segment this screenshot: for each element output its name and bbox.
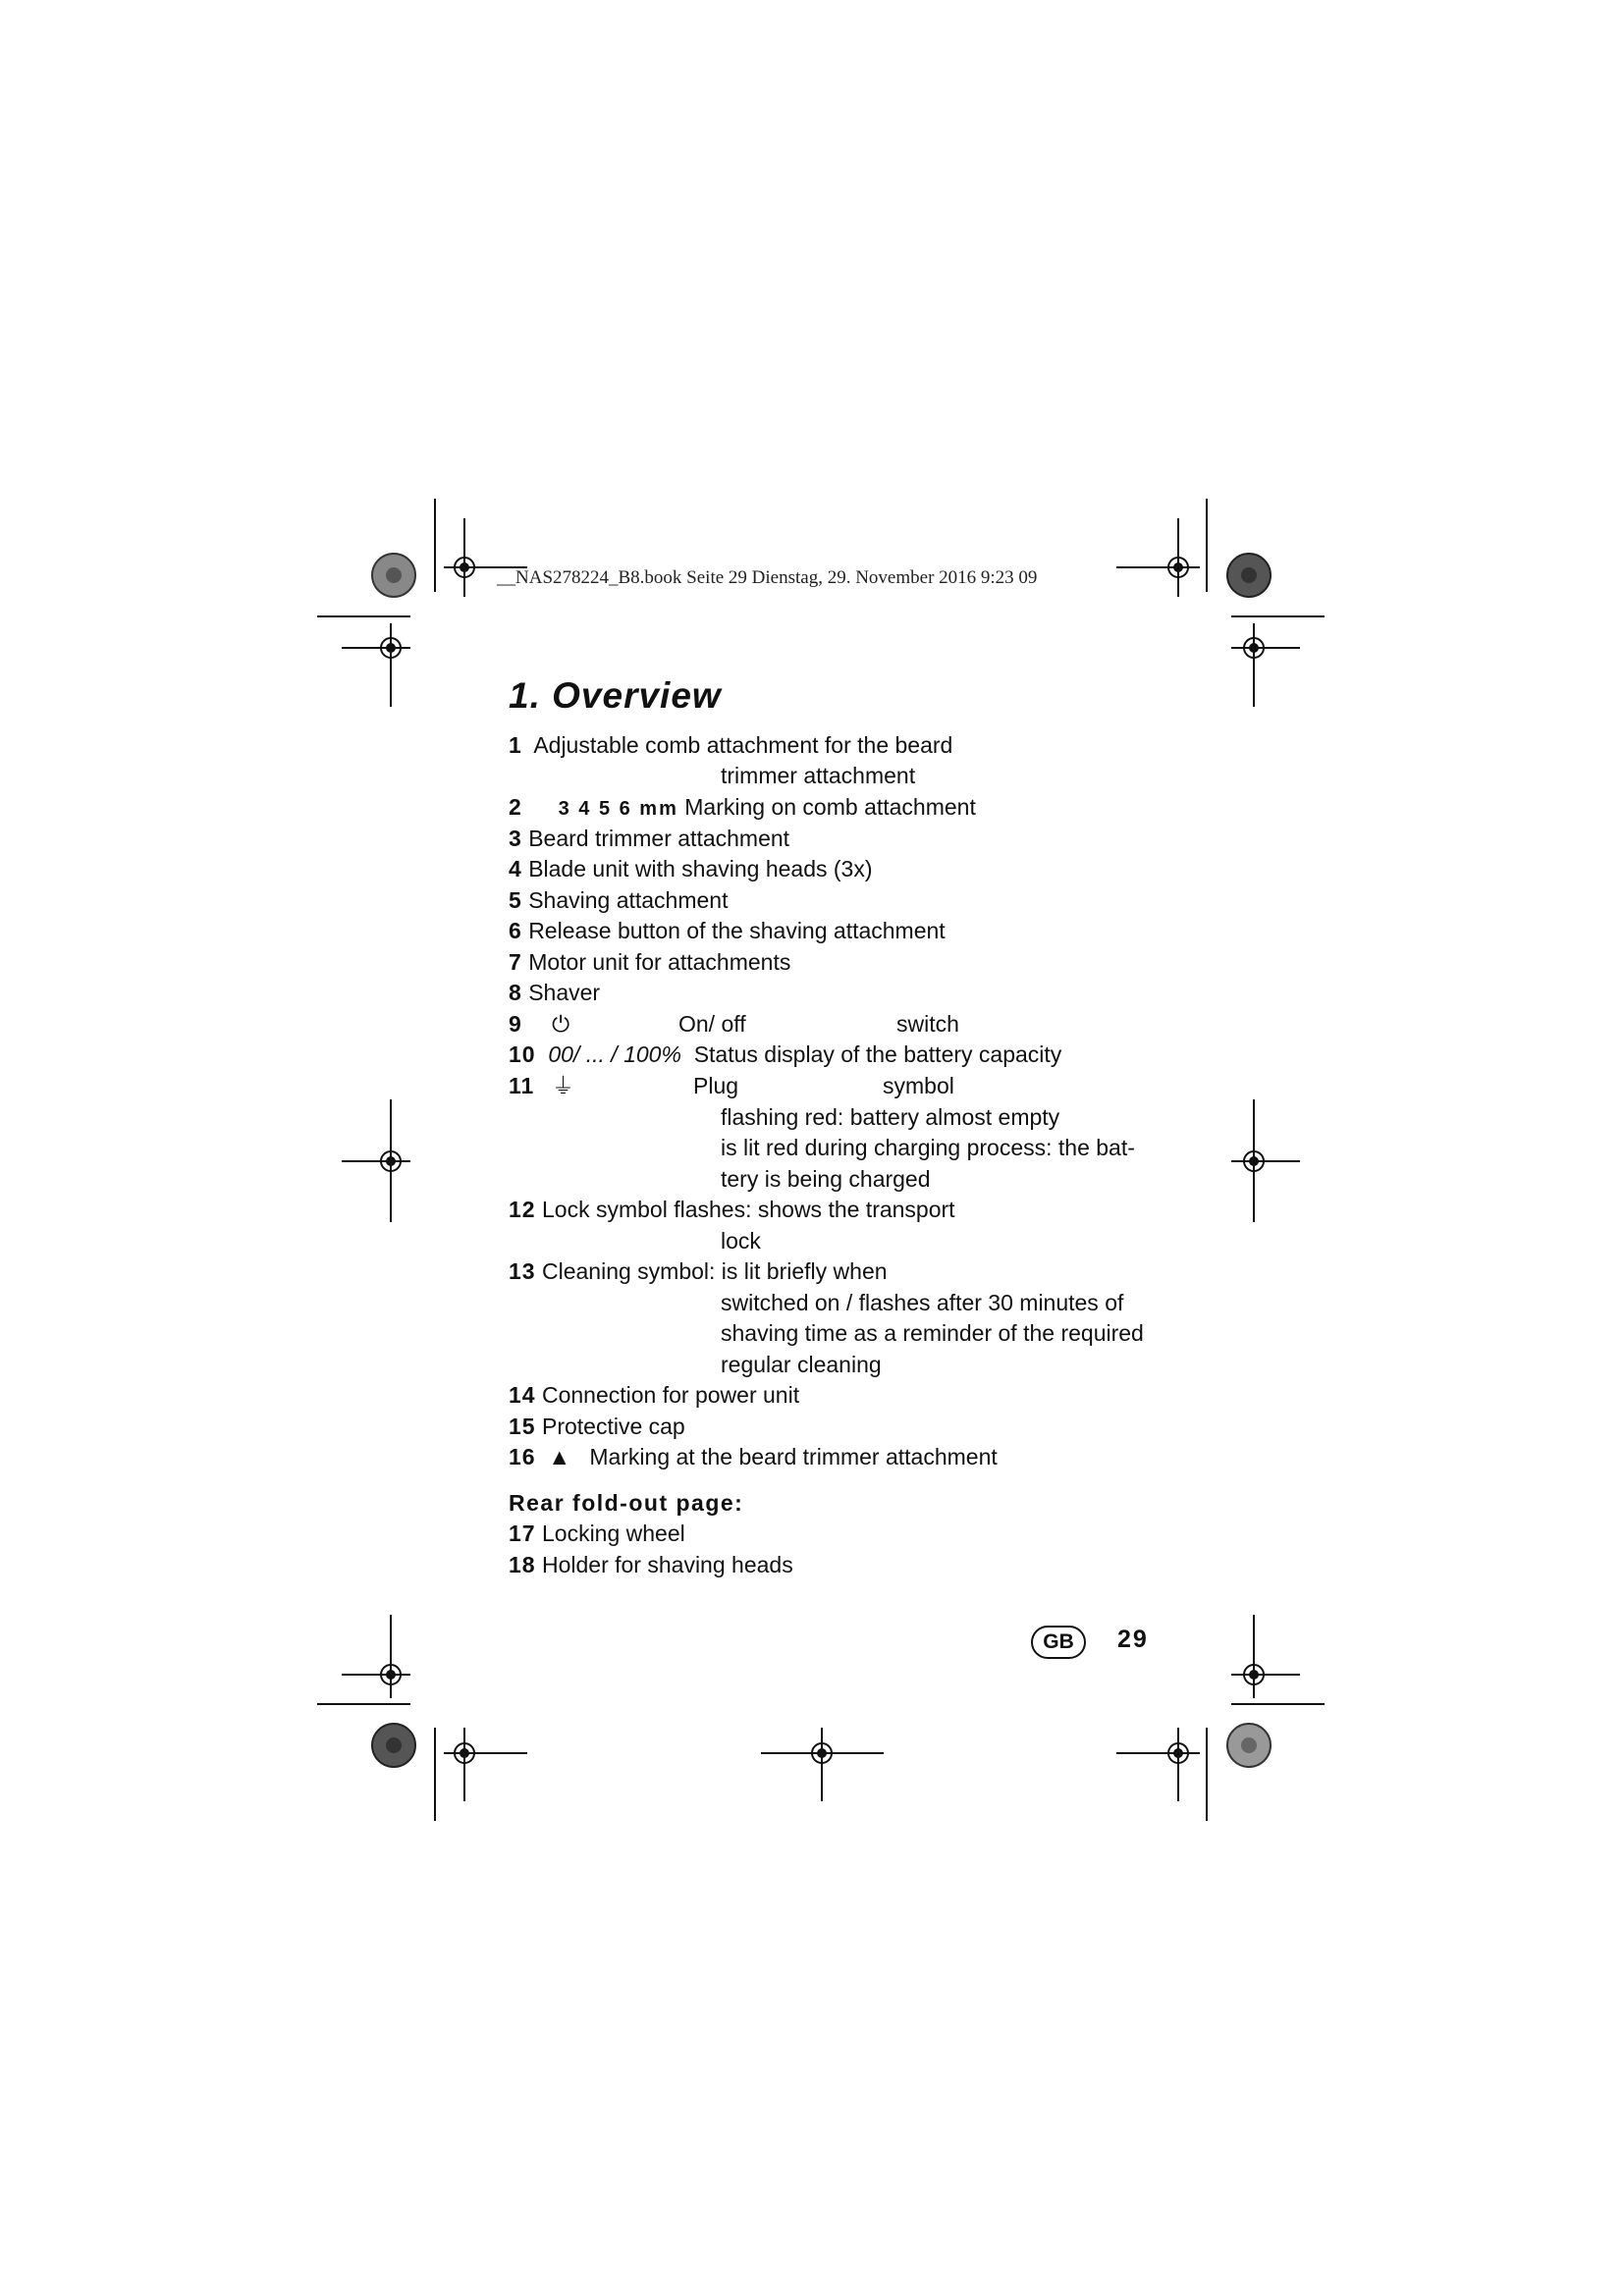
- list-item: [509, 731, 952, 759]
- registration-mark: [1231, 1615, 1300, 1698]
- item-number: 9: [509, 1011, 522, 1037]
- item-text: Release button of the shaving attachment: [528, 918, 946, 943]
- item-number: 16: [509, 1444, 536, 1469]
- list-item: [509, 1443, 998, 1470]
- list-item: [509, 793, 976, 823]
- list-item: [509, 1257, 888, 1285]
- item-number: 13: [509, 1258, 536, 1284]
- language-badge: GB: [1031, 1626, 1086, 1659]
- item-text: Motor unit for attachments: [528, 949, 791, 975]
- mm-marking-code: 3 4 5 6 mm: [558, 798, 678, 820]
- list-item: [509, 979, 600, 1006]
- item-number: 14: [509, 1382, 536, 1408]
- plug-label: Plug: [693, 1073, 739, 1098]
- star-target: [372, 554, 415, 597]
- item-text: Locking wheel: [541, 1521, 685, 1546]
- item-number: 7: [509, 949, 522, 975]
- item-text: Protective cap: [541, 1414, 685, 1439]
- item-text: Beard trimmer attachment: [528, 826, 790, 851]
- file-info-header: __NAS278224_B8.book Seite 29 Dienstag, 29. November 2016 9:23 09: [497, 567, 1038, 588]
- item-continuation: shaving time as a reminder of the required: [721, 1320, 1144, 1346]
- registration-mark: [1231, 1099, 1300, 1222]
- item-text: switch: [896, 1011, 959, 1037]
- star-target: [1227, 1724, 1271, 1767]
- rear-section-heading: Rear fold-out page:: [509, 1490, 744, 1516]
- list-item: [509, 825, 789, 852]
- item-continuation: regular cleaning: [721, 1352, 882, 1377]
- item-text: Holder for shaving heads: [541, 1552, 793, 1577]
- list-item: [509, 886, 728, 914]
- list-item: [509, 1072, 534, 1099]
- item-continuation: lock: [721, 1228, 761, 1254]
- item-number: 3: [509, 826, 522, 851]
- item-number: 15: [509, 1414, 536, 1439]
- item-text: Shaver: [528, 980, 601, 1005]
- list-item: [509, 1381, 799, 1409]
- list-item: [509, 948, 790, 976]
- star-target: [372, 1724, 415, 1767]
- item-number: 17: [509, 1521, 536, 1546]
- list-item: [509, 917, 946, 944]
- item-number: 8: [509, 980, 522, 1005]
- item-number: 6: [509, 918, 522, 943]
- page-title: 1. Overview: [509, 675, 722, 716]
- item-number: 10: [509, 1041, 536, 1067]
- item-number: 18: [509, 1552, 536, 1577]
- battery-percent-code: 00/ ... / 100%: [548, 1041, 681, 1067]
- item-number: 1: [509, 732, 522, 758]
- list-item: [509, 1551, 793, 1578]
- registration-mark: [444, 1728, 527, 1801]
- registration-mark: [1231, 623, 1300, 707]
- item-text: symbol: [883, 1073, 954, 1098]
- item-continuation: flashing red: battery almost empty: [721, 1104, 1060, 1130]
- item-number: 12: [509, 1197, 536, 1222]
- registration-mark: [342, 1099, 410, 1222]
- item-text: Blade unit with shaving heads (3x): [528, 856, 873, 881]
- item-text: Marking on comb attachment: [684, 794, 976, 820]
- item-text: Marking at the beard trimmer attachment: [589, 1444, 998, 1469]
- item-text: Adjustable comb attachment for the beard: [533, 732, 953, 758]
- triangle-icon: ▲: [548, 1444, 571, 1469]
- item-continuation: is lit red during charging process: the bat-: [721, 1135, 1135, 1160]
- page-number: 29: [1117, 1626, 1149, 1653]
- item-text: Cleaning symbol: is lit briefly when: [541, 1258, 888, 1284]
- power-icon: ⏻: [552, 1011, 570, 1037]
- item-number: 2: [509, 794, 522, 820]
- item-text: Status display of the battery capacity: [693, 1041, 1062, 1067]
- star-target: [1227, 554, 1271, 597]
- item-continuation: trimmer attachment: [721, 763, 916, 788]
- list-item: [509, 1196, 955, 1223]
- item-text: Connection for power unit: [541, 1382, 800, 1408]
- item-continuation: switched on / flashes after 30 minutes of: [721, 1290, 1124, 1315]
- item-text: Lock symbol flashes: shows the transport: [541, 1197, 955, 1222]
- list-item: [509, 1041, 1061, 1068]
- item-text: Shaving attachment: [528, 887, 729, 913]
- list-item: [509, 1520, 685, 1547]
- on-off-label: On/ off: [678, 1011, 746, 1037]
- plug-icon: ⏚: [552, 1073, 574, 1098]
- item-number: 5: [509, 887, 522, 913]
- list-item: [509, 1010, 522, 1038]
- registration-mark: [1116, 518, 1200, 597]
- item-continuation: tery is being charged: [721, 1166, 931, 1192]
- registration-mark: [342, 1615, 410, 1698]
- registration-mark: [761, 1728, 884, 1801]
- registration-mark: [342, 623, 410, 707]
- registration-mark: [1116, 1728, 1200, 1801]
- list-item: [509, 855, 873, 882]
- item-number: 4: [509, 856, 522, 881]
- list-item: [509, 1413, 685, 1440]
- item-number: 11: [509, 1073, 535, 1098]
